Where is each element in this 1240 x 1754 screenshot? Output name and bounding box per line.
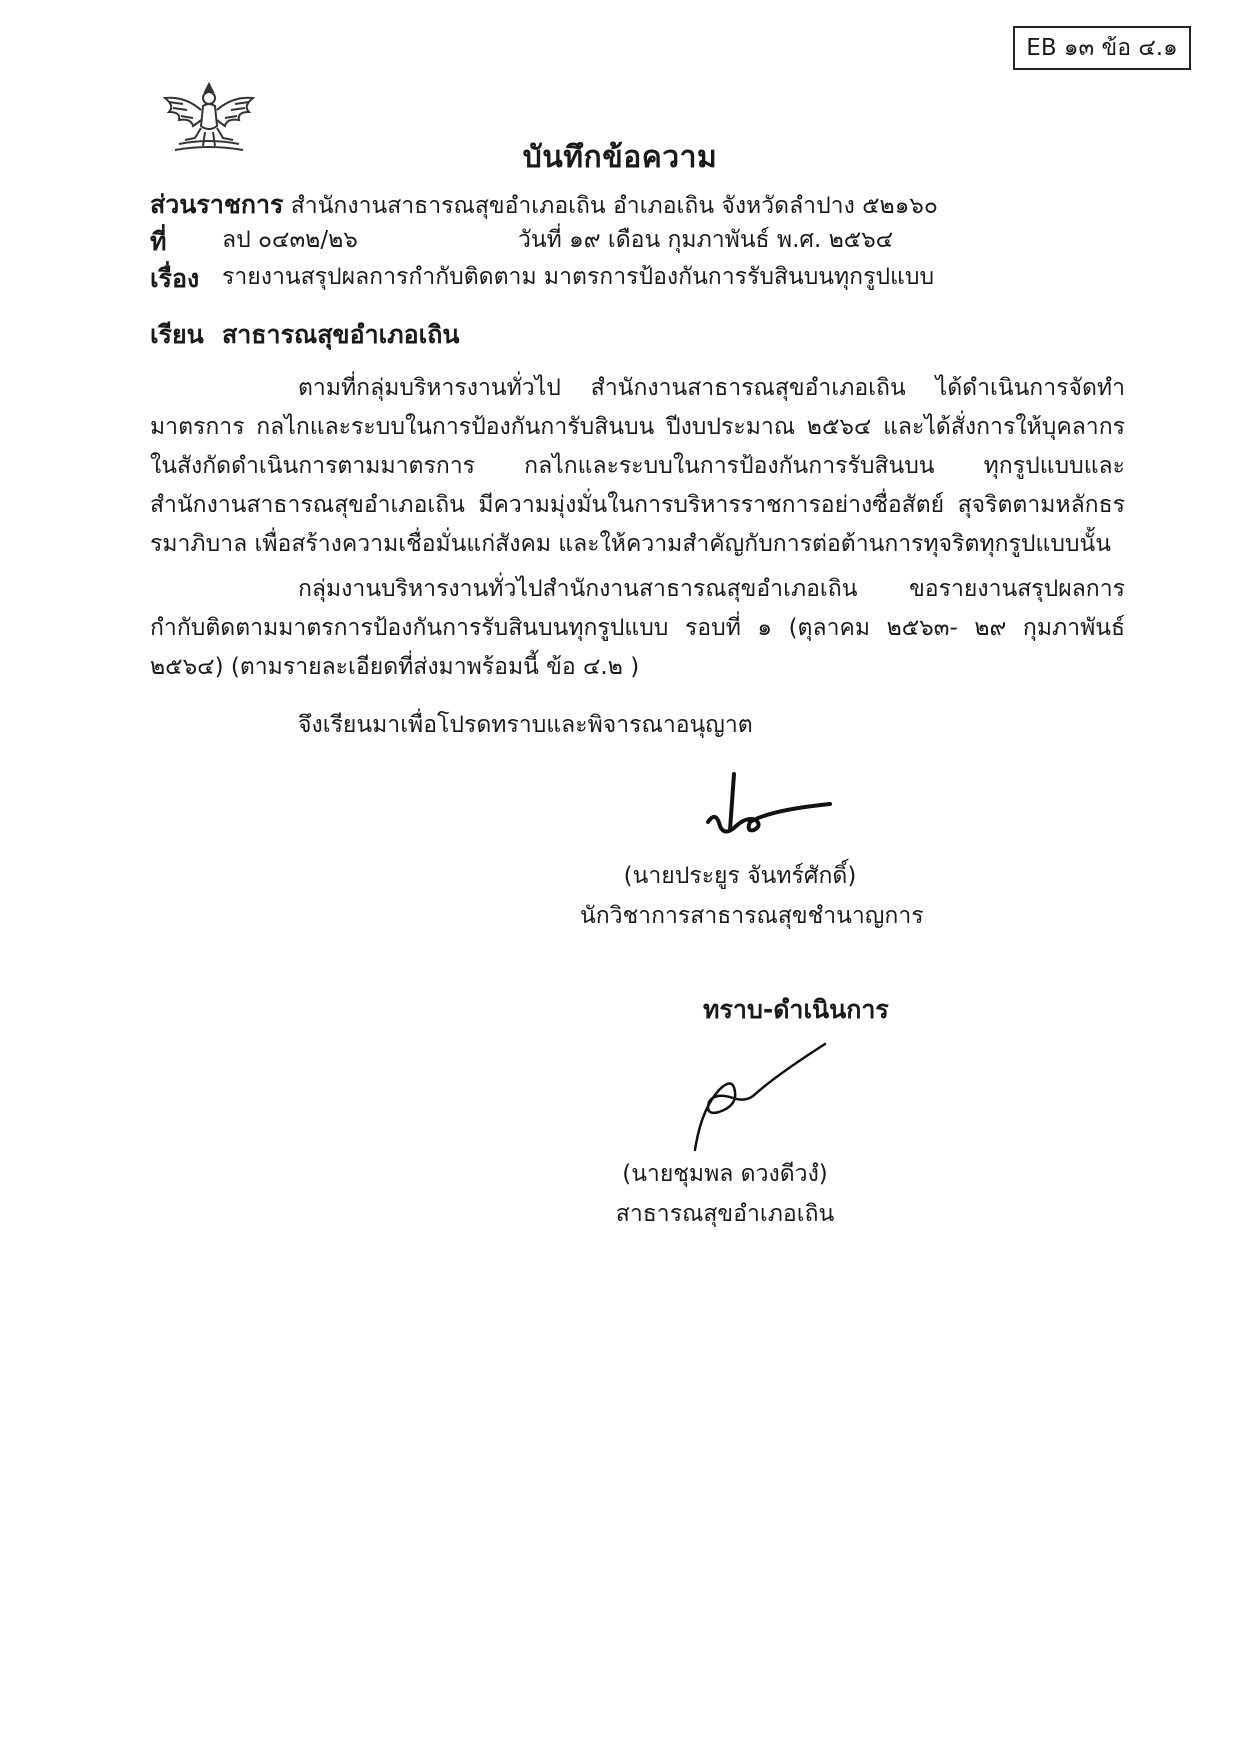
body-paragraph-2-text: กลุ่มงานบริหารงานทั่วไปสำนักงานสาธารณสุขอำเภอเถิน ขอรายงานสรุปผลการกำกับติดตามมาตรการป้องกันการรับสินบนทุกรูปแบบ รอบที่ ๑ (ตุลาคม ๒๕๖๓- ๒๙ กุมภาพันธ์ ๒๕๖๔) (ตามรายละเอียดที่ส่งมาพร้อมนี้ ข้อ ๔.๒ ) (150, 576, 1125, 680)
body-paragraph-1-text: ตามที่กลุ่มบริหารงานทั่วไป สำนักงานสาธารณสุขอำเภอเถิน ได้ดำเนินการจัดทำมาตรการ กลไกและระบบในการป้องกันการับสินบน ปีงบประมาณ ๒๕๖๔ และได้สั่งการให้บุคลากรในสังกัดดำเนินการตามมาตรการ กลไกและระบบในการป้องกันการรับสินบน ทุกรูปแบบและสำนักงานสาธารณสุขอำเภอเถิน มีความมุ่งมั่นในการบริหารราชการอย่างซื่อสัตย์ สุจริตตามหลักธรรมาภิบาล เพื่อสร้างความเชื่อมั่นแก่สังคม และให้ความสำคัญกับการต่อต้านการทุจริตทุกรูปแบบนั้น (150, 375, 1125, 557)
subject-label: เรื่อง (150, 264, 200, 293)
signer-1-name: (นายประยูร จันทร์ศักดิ์) (623, 863, 857, 889)
signature-2-icon (675, 1040, 840, 1155)
signature-1-icon (690, 770, 850, 850)
salutation-label: เรียน (150, 320, 204, 349)
signer-2-name: (นายชุมพล ดวงดีวงํ) (622, 1161, 828, 1187)
approval-note: ทราบ-ดำเนินการ (703, 995, 889, 1024)
agency-label: ส่วนราชการ (150, 190, 284, 219)
document-number: ลป ๐๔๓๒/๒๖ (222, 227, 358, 253)
signer-1-position: นักวิชาการสาธารณสุขชำนาญการ (580, 903, 924, 929)
document-date: วันที่ ๑๙ เดือน กุมภาพันธ์ พ.ศ. ๒๕๖๔ (518, 227, 894, 253)
closing-line: จึงเรียนมาเพื่อโปรดทราบและพิจารณาอนุญาต (298, 712, 753, 738)
salutation-recipient: สาธารณสุขอำเภอเถิน (222, 320, 460, 349)
number-label: ที่ (150, 227, 167, 256)
subject-value: รายงานสรุปผลการกำกับติดตาม มาตรการป้องกันการรับสินบนทุกรูปแบบ (222, 264, 935, 290)
agency-value: สำนักงานสาธารณสุขอำเภอเถิน อำเภอเถิน จังหวัดลำปาง ๕๒๑๖๐ (290, 193, 938, 219)
header-agency-row (150, 185, 938, 225)
document-title: บันทึกข้อความ (522, 140, 718, 175)
header-number-row (150, 222, 166, 262)
header-subject-row (150, 259, 199, 299)
salutation-row (150, 315, 204, 355)
body-paragraph-2 (150, 570, 1125, 687)
document-reference-box: EB ๑๓ ข้อ ๔.๑ (1013, 26, 1191, 70)
body-paragraph-1 (150, 369, 1125, 564)
signer-2-position: สาธารณสุขอำเภอเถิน (615, 1201, 835, 1227)
